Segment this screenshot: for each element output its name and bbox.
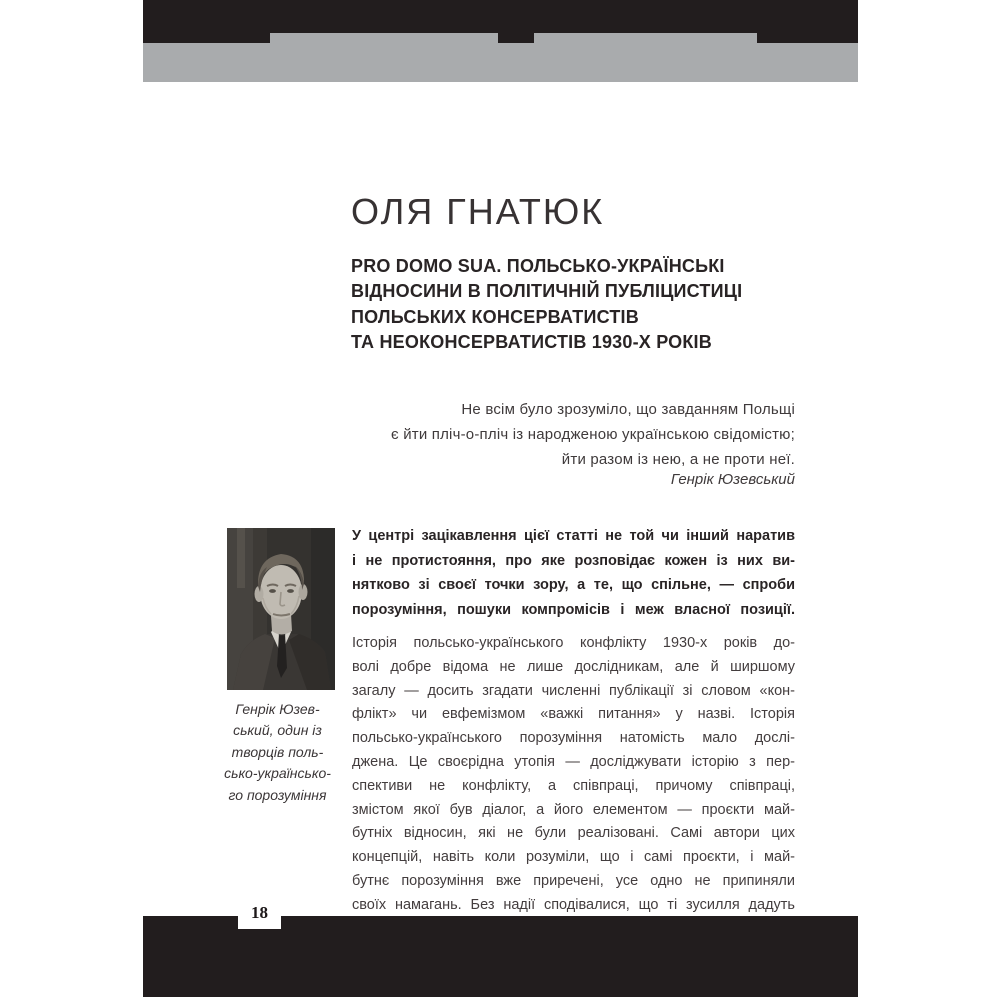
author-name: ОЛЯ ГНАТЮК [351,191,605,232]
title-line: ТА НЕОКОНСЕРВАТИСТІВ 1930-Х РОКІВ [351,331,712,352]
caption-line: творців поль- [231,743,324,760]
caption-line: сько-українсько- [224,765,331,782]
text-line: загалу — досить згадати численні публікації зі словом «кон- [352,682,795,699]
portrait-photo [227,528,335,690]
text-line: спективи не конфлікту, а співпраці, причому співпраці, [352,777,795,794]
text-line: У центрі зацікавлення цієї статті не той чи інший наратив [352,528,795,544]
gray-tab-right [534,33,757,43]
epigraph-line: йти разом із нею, а не проти неї. [561,451,795,468]
caption-line: Генрік Юзев- [235,701,320,717]
text-line: волі добре відома не лише дослідникам, але й ширшому [352,658,795,675]
text-line: концепцій, навіть коли розуміли, що і самі проєкти, і май- [352,849,795,866]
text-line: змістом якої був діалог, а його елементом — проєкти май- [352,801,795,818]
text-line: бутнє порозуміння вже приречені, усе одно не припиняли [352,872,795,889]
lead-paragraph [352,524,795,622]
caption-line: ський, один із [233,722,322,739]
gray-tab-left [270,33,498,43]
title-line: ВІДНОСИНИ В ПОЛІТИЧНІЙ ПУБЛІЦИСТИЦІ [351,281,743,302]
portrait-photo-graphic [227,528,335,690]
epigraph-line: є йти пліч-о-пліч із народженою українською свідомістю; [390,426,795,443]
body-paragraph [352,632,795,918]
epigraph-attribution: Генрік Юзевський [670,471,795,488]
title-line: PRO DOMO SUA. ПОЛЬСЬКО-УКРАЇНСЬКІ [351,256,725,276]
text-line: нятково зі своєї точки зору, а те, що спільне, — спроби [352,577,795,594]
page-number: 18 [251,903,268,922]
title-line: ПОЛЬСЬКИХ КОНСЕРВАТИСТІВ [351,306,639,327]
top-gray-band [143,43,858,82]
epigraph-line: Не всім було зрозуміло, що завданням Польщі [461,401,795,418]
text-line: порозуміння, пошуки компромісів і меж власної позиції. [352,601,795,618]
text-line: джена. Це своєрідна утопія — досліджувати історію з пер- [352,753,795,770]
text-line: бутніх відносин, які не були реалізовані. Самі автори цих [352,825,795,842]
text-line: своїх намагань. Без надії сподівалися, що ті зусилля дадуть [352,896,795,913]
text-line: і не протистояння, про яке розповідає кожен із них ви- [352,552,795,569]
text-line: Історія польсько-українського конфлікту 1930-х років до- [352,635,795,651]
photo-caption [210,699,345,806]
text-line: флікт» чи евфемізмом «важкі питання» у назві. Історія [352,706,795,723]
article-title [351,254,811,355]
caption-line: го порозуміння [228,786,327,803]
text-line: польсько-українського порозуміння натомість мало дослі- [352,730,795,747]
epigraph [352,397,795,472]
